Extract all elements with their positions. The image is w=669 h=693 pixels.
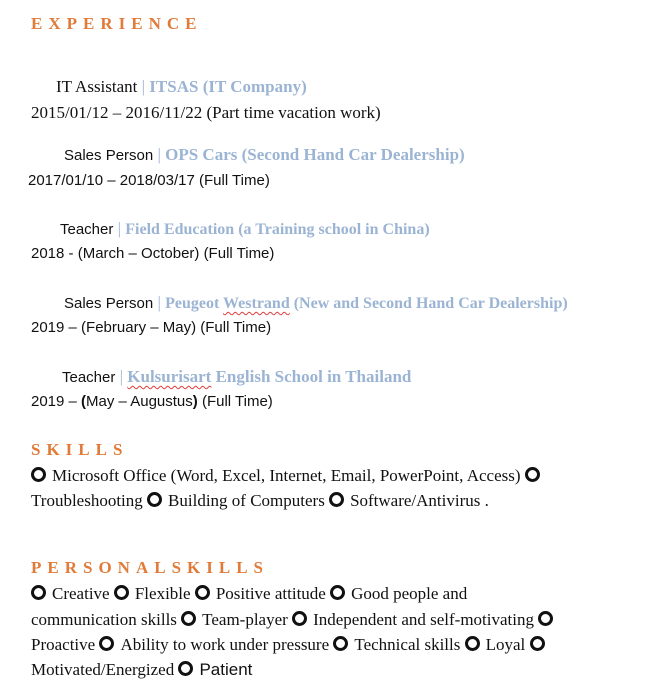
experience-heading: EXPERIENCE <box>31 14 203 33</box>
job-company-misspelled-word: Westrand <box>223 295 290 312</box>
personal-skill-item: Team-player <box>202 610 288 629</box>
skill-item: Building of Computers <box>168 491 325 510</box>
dates-paren-close: ) <box>192 393 198 410</box>
personal-skills-heading: PERSONALSKILLS <box>31 558 269 577</box>
personal-skill-item: Flexible <box>134 584 191 603</box>
job-5-dates <box>31 393 273 410</box>
bullet-icon <box>178 661 193 676</box>
personal-skill-item: Ability to work under pressure <box>120 635 330 654</box>
personal-skill-item: Motivated/Energized <box>31 660 175 679</box>
bullet-icon <box>525 467 540 482</box>
personal-skill-item: Good people and <box>351 584 468 603</box>
personal-skill-item: Proactive <box>31 635 96 654</box>
job-role: IT Assistant <box>56 77 138 96</box>
job-3-header <box>60 219 430 239</box>
job-company: English School in Thailand <box>211 367 412 386</box>
job-3-dates: 2018 - (March – October) (Full Time) <box>31 245 275 262</box>
personal-skill-item: Positive attitude <box>215 584 326 603</box>
job-company-misspelled-word: Kulsurisart <box>127 367 212 386</box>
personal-skills-line-2 <box>31 610 559 630</box>
bullet-icon <box>530 636 545 651</box>
bullet-icon <box>333 636 348 651</box>
dates-paren-open: ( <box>81 393 87 410</box>
skill-item: Software/Antivirus . <box>350 491 489 510</box>
bullet-icon <box>31 585 46 600</box>
personal-skills-line-4 <box>31 660 252 680</box>
personal-skill-item: Creative <box>52 584 110 603</box>
bullet-icon <box>31 467 46 482</box>
bullet-icon <box>114 585 129 600</box>
separator: | <box>115 367 128 386</box>
personal-skill-item: Independent and self-motivating <box>313 610 534 629</box>
job-role: Teacher <box>60 221 114 238</box>
job-2-dates: 2017/01/10 – 2018/03/17 (Full Time) <box>28 172 270 189</box>
job-company: Field Education (a Training school in China) <box>125 221 430 238</box>
job-1-dates: 2015/01/12 – 2016/11/22 (Part time vacation work) <box>31 103 381 122</box>
bullet-icon <box>181 611 196 626</box>
separator: | <box>113 219 126 238</box>
bullet-icon <box>330 585 345 600</box>
skills-line-2 <box>31 491 489 511</box>
bullet-icon <box>147 492 162 507</box>
job-company: Peugeot <box>165 295 224 312</box>
personal-skill-item: Technical skills <box>354 635 461 654</box>
dates-type: (Full Time) <box>197 393 273 410</box>
skills-line-1 <box>31 466 546 486</box>
personal-skill-item: Patient <box>199 660 253 679</box>
job-company: OPS Cars (Second Hand Car Dealership) <box>165 145 465 164</box>
job-5-header <box>62 367 411 387</box>
bullet-icon <box>99 636 114 651</box>
personal-skills-line-1 <box>31 584 467 604</box>
dates-year: 2019 – <box>31 393 82 410</box>
job-role: Teacher <box>62 369 116 386</box>
personal-skills-line-3 <box>31 635 551 655</box>
job-1-header <box>56 77 307 97</box>
skill-item: Troubleshooting <box>31 491 143 510</box>
bullet-icon <box>292 611 307 626</box>
bullet-icon <box>195 585 210 600</box>
job-role: Sales Person <box>64 295 154 312</box>
personal-skill-item: Loyal <box>485 635 526 654</box>
separator: | <box>153 145 166 164</box>
job-role: Sales Person <box>64 147 154 164</box>
dates-months: May – Augustus <box>86 393 193 410</box>
skill-item: Microsoft Office (Word, Excel, Internet, Email, PowerPoint, Access) <box>52 466 521 485</box>
separator: | <box>137 77 150 96</box>
job-company-rest: (New and Second Hand Car Dealership) <box>289 295 568 312</box>
job-company: ITSAS (IT Company) <box>149 77 307 96</box>
personal-skill-item: communication skills <box>31 610 177 629</box>
job-4-header <box>64 293 568 313</box>
bullet-icon <box>538 611 553 626</box>
bullet-icon <box>329 492 344 507</box>
job-4-dates: 2019 – (February – May) (Full Time) <box>31 319 272 336</box>
separator: | <box>153 293 166 312</box>
bullet-icon <box>465 636 480 651</box>
job-2-header <box>64 145 465 165</box>
skills-heading: SKILLS <box>31 440 129 459</box>
